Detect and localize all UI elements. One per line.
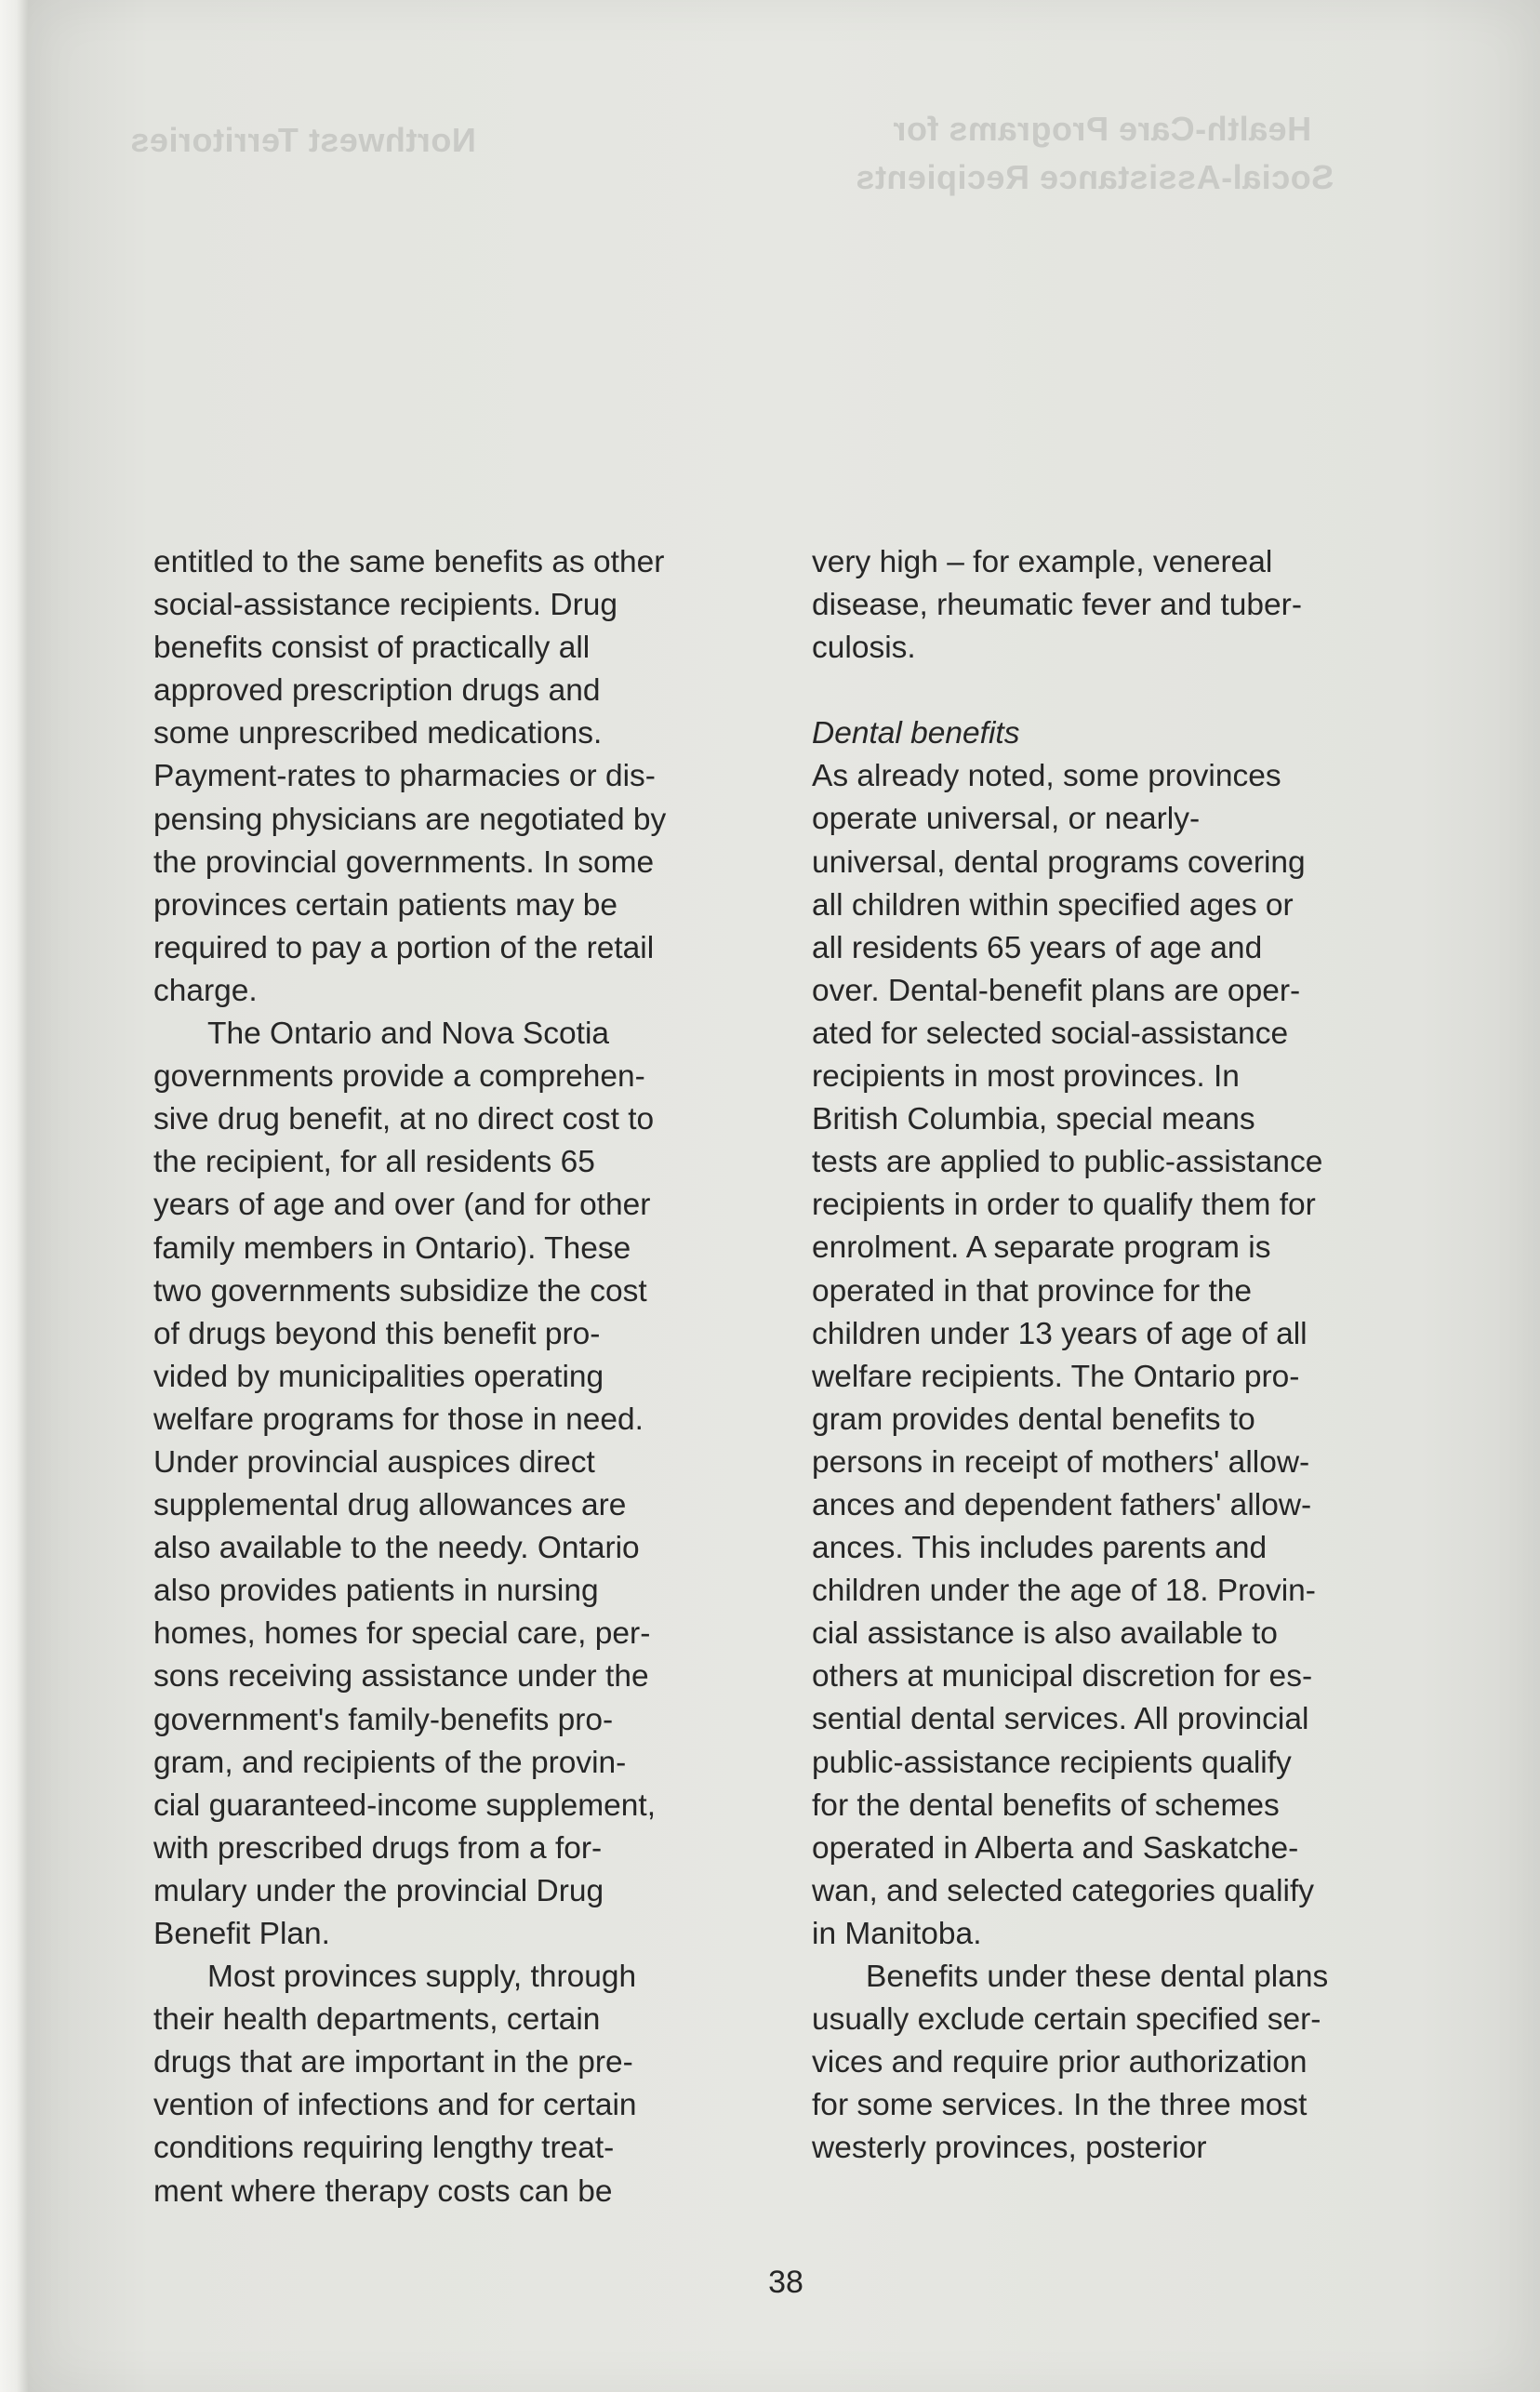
bleed-through-heading-left: Northwest Territories: [130, 121, 476, 159]
text-line: approved prescription drugs and: [153, 673, 601, 709]
text-line: enrolment. A separate program is: [812, 1230, 1271, 1266]
text-line: cial guaranteed-income supplement,: [153, 1787, 657, 1823]
text-line: their health departments, certain: [153, 2002, 601, 2038]
text-line: the recipient, for all residents 65: [153, 1145, 595, 1180]
text-line: two governments subsidize the cost: [153, 1273, 647, 1309]
text-line: entitled to the same benefits as other: [153, 545, 665, 579]
text-line: wan, and selected categories qualify: [812, 1873, 1315, 1908]
text-line: sential dental services. All provincial: [812, 1702, 1309, 1737]
text-line: also provides patients in nursing: [153, 1574, 599, 1609]
text-line: drugs that are important in the pre-: [153, 2045, 633, 2080]
text-line: government's family-benefits pro-: [153, 1702, 614, 1737]
text-line: Benefit Plan.: [153, 1917, 330, 1951]
text-line: provinces certain patients may be: [153, 887, 618, 923]
text-line: British Columbia, special means: [812, 1102, 1255, 1137]
paragraph-start-line: Benefits under these dental plans: [866, 1960, 1329, 1994]
text-line: operated in that province for the: [812, 1273, 1253, 1309]
bleed-through-heading-right-2: Social-Assistance Recipients: [856, 158, 1334, 196]
text-line: social-assistance recipients. Drug: [153, 588, 617, 623]
text-line: family members in Ontario). These: [153, 1230, 631, 1266]
text-line: cial assistance is also available to: [812, 1616, 1278, 1652]
text-line: recipients in most provinces. In: [812, 1059, 1240, 1095]
text-line: vention of infections and for certain: [153, 2088, 637, 2123]
text-line: Payment-rates to pharmacies or dis-: [153, 759, 656, 794]
text-line: with prescribed drugs from a for-: [153, 1830, 603, 1866]
text-line: years of age and over (and for other: [153, 1188, 651, 1223]
text-line: governments provide a comprehen-: [153, 1059, 645, 1095]
text-line: pensing physicians are negotiated by: [153, 802, 667, 837]
text-line: benefits consist of practically all: [153, 631, 591, 666]
text-line: some unprescribed medications.: [153, 716, 603, 751]
text-line: all children within specified ages or: [812, 887, 1294, 923]
text-line: disease, rheumatic fever and tuber-: [812, 588, 1302, 623]
text-line: gram provides dental benefits to: [812, 1402, 1255, 1437]
text-line: homes, homes for special care, per-: [153, 1616, 651, 1652]
paragraph-start-line: Most provinces supply, through: [207, 1960, 637, 1995]
text-line: gram, and recipients of the provin-: [153, 1745, 627, 1780]
text-line: Under provincial auspices direct: [153, 1444, 595, 1480]
text-line: persons in receipt of mothers' allow-: [812, 1444, 1310, 1480]
text-line: sive drug benefit, at no direct cost to: [153, 1102, 655, 1137]
text-line: also available to the needy. Ontario: [153, 1531, 640, 1566]
text-line: for some services. In the three most: [812, 2088, 1308, 2123]
text-line: ment where therapy costs can be: [153, 2173, 613, 2209]
text-line: for the dental benefits of schemes: [812, 1787, 1280, 1823]
text-line: supplemental drug allowances are: [153, 1488, 627, 1523]
text-line: conditions requiring lengthy treat-: [153, 2131, 615, 2166]
text-line: children under the age of 18. Provin-: [812, 1574, 1316, 1609]
page-number: 38: [768, 2265, 803, 2300]
text-line: universal, dental programs covering: [812, 844, 1306, 880]
text-line: ances. This includes parents and: [812, 1531, 1268, 1566]
text-line: As already noted, some provinces: [812, 759, 1281, 794]
text-line: ated for selected social-assistance: [812, 1016, 1289, 1051]
right-text-column: [812, 541, 1463, 2170]
left-text-column: [153, 541, 777, 2213]
text-line: westerly provinces, posterior: [812, 2131, 1207, 2166]
page-edge: [0, 0, 28, 2392]
text-line: vided by municipalities operating: [153, 1359, 604, 1394]
text-line: ances and dependent fathers' allow-: [812, 1487, 1312, 1522]
text-line: children under 13 years of age of all: [812, 1316, 1308, 1351]
text-line: usually exclude certain specified ser-: [812, 2002, 1321, 2038]
text-line: culosis.: [812, 631, 916, 666]
text-line: required to pay a portion of the retail: [153, 930, 655, 965]
text-line: operated in Alberta and Saskatche-: [812, 1830, 1299, 1866]
text-line: in Manitoba.: [812, 1916, 982, 1951]
text-line: others at municipal discretion for es-: [812, 1659, 1313, 1694]
text-line: very high – for example, venereal: [812, 545, 1273, 579]
section-heading-dental-benefits: Dental benefits: [812, 716, 1020, 751]
text-line: welfare recipients. The Ontario pro-: [812, 1359, 1300, 1394]
paragraph-start-line: The Ontario and Nova Scotia: [207, 1017, 610, 1052]
text-line: tests are applied to public-assistance: [812, 1145, 1323, 1180]
text-line: the provincial governments. In some: [153, 844, 655, 880]
text-line: vices and require prior authorization: [812, 2045, 1308, 2080]
text-line: all residents 65 years of age and: [812, 930, 1263, 965]
text-line: recipients in order to qualify them for: [812, 1188, 1316, 1223]
text-line: public-assistance recipients qualify: [812, 1745, 1292, 1780]
bleed-through-heading-right-1: Health-Care Programs for: [893, 110, 1312, 148]
text-line: welfare programs for those in need.: [153, 1402, 644, 1437]
text-line: operate universal, or nearly-: [812, 802, 1201, 837]
text-line: sons receiving assistance under the: [153, 1659, 649, 1694]
text-line: over. Dental-benefit plans are oper-: [812, 973, 1301, 1008]
text-line: mulary under the provincial Drug: [153, 1873, 604, 1908]
text-line: charge.: [153, 973, 258, 1008]
text-line: of drugs beyond this benefit pro-: [153, 1316, 601, 1351]
